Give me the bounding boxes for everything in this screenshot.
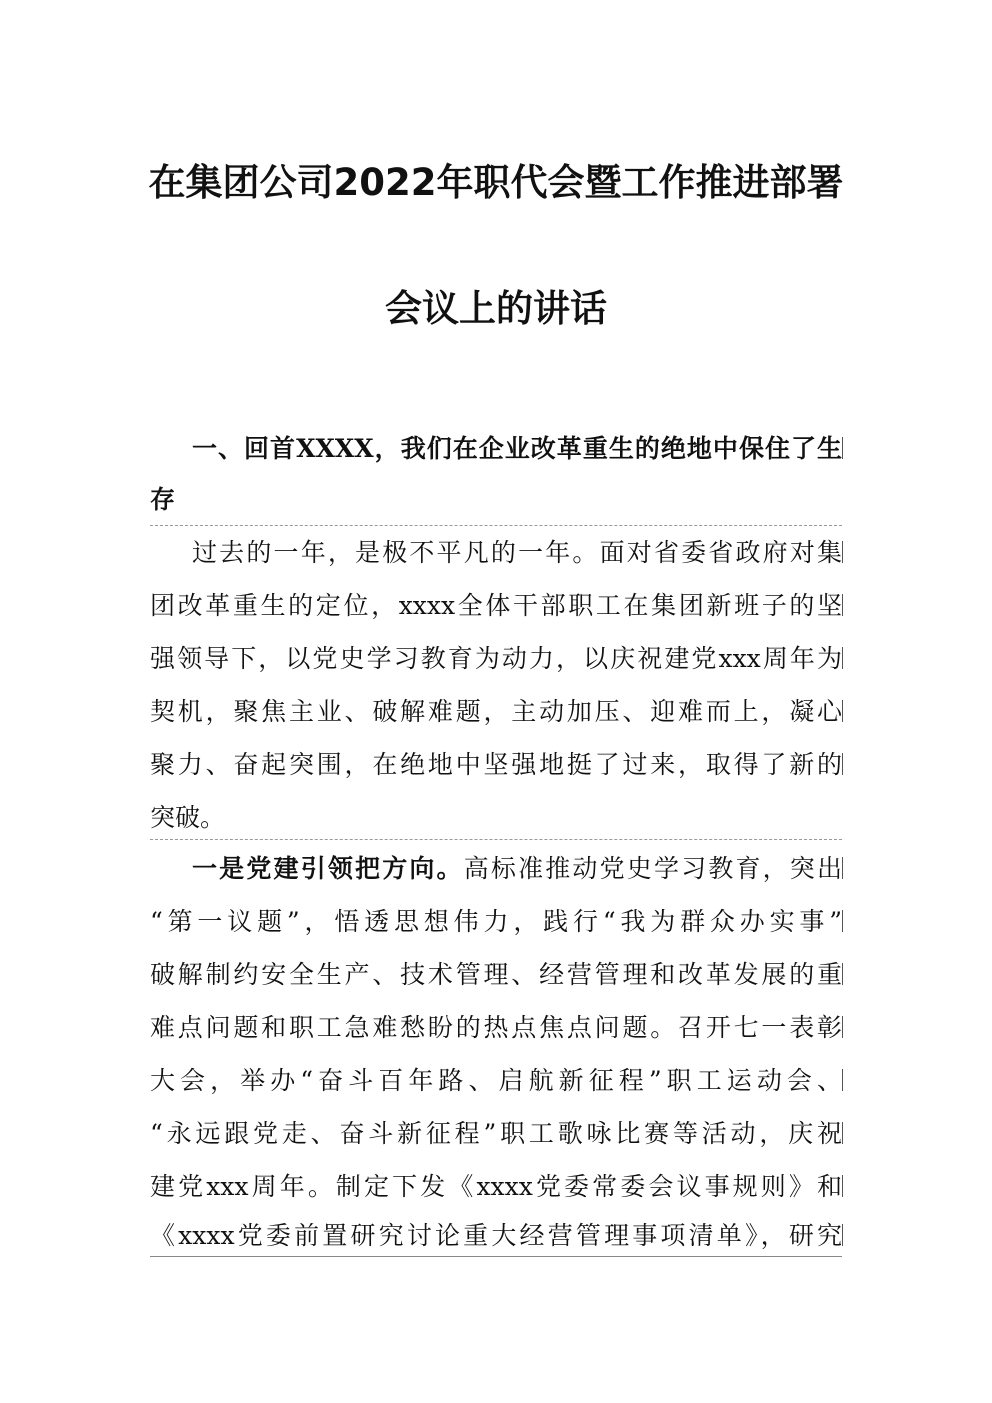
paragraph-line: 过去的一年，是极不平凡的一年。面对省委省政府对集 [192, 538, 842, 567]
margin-marker [842, 1224, 843, 1246]
paragraph-line: “第一议题”，悟透思想伟力，践行“我为群众办实事” [150, 907, 842, 936]
margin-marker [842, 541, 843, 563]
paragraph-lead-bold: 一是党建引领把方向。 [192, 854, 464, 883]
page-bottom-rule [150, 1256, 842, 1257]
paragraph-separator [150, 525, 842, 526]
margin-marker [842, 700, 843, 722]
document-title-line-1: 在集团公司2022年职代会暨工作推进部署 [148, 161, 844, 204]
paragraph-line: 强领导下，以党史学习教育为动力，以庆祝建党xxx周年为 [150, 644, 842, 673]
margin-marker [842, 857, 843, 879]
document-body [150, 0, 842, 1403]
paragraph-line: 大会，举办“奋斗百年路、启航新征程”职工运动会、 [150, 1066, 842, 1095]
paragraph-line: 聚力、奋起突围，在绝地中坚强地挺了过来，取得了新的 [150, 750, 842, 779]
margin-marker [842, 437, 843, 459]
margin-marker [842, 1069, 843, 1091]
paragraph-line: “永远跟党走、奋斗新征程”职工歌咏比赛等活动，庆祝 [150, 1119, 842, 1148]
paragraph-line: 团改革重生的定位，xxxx全体干部职工在集团新班子的坚 [150, 591, 842, 620]
margin-marker [842, 753, 843, 775]
margin-marker [842, 1122, 843, 1144]
paragraph-line: 突破。 [150, 803, 226, 832]
margin-marker [842, 594, 843, 616]
section-heading-line-2: 存 [150, 485, 176, 514]
margin-marker [842, 1175, 843, 1197]
paragraph-separator [150, 839, 842, 840]
paragraph-line [150, 843, 842, 895]
margin-marker [842, 910, 843, 932]
margin-marker [842, 963, 843, 985]
paragraph-line: 难点问题和职工急难愁盼的热点焦点问题。召开七一表彰 [150, 1013, 842, 1042]
paragraph-line: 建党xxx周年。制定下发《xxxx党委常委会议事规则》和 [150, 1172, 842, 1201]
document-title-line-2: 会议上的讲话 [385, 287, 607, 330]
section-heading-line-1: 一、回首XXXX，我们在企业改革重生的绝地中保住了生 [192, 434, 842, 463]
margin-marker [842, 1016, 843, 1038]
paragraph-lead-rest: 高标准推动党史学习教育，突出 [463, 854, 842, 883]
paragraph-line: 《xxxx党委前置研究讨论重大经营管理事项清单》，研究 [150, 1221, 842, 1250]
margin-marker [842, 647, 843, 669]
paragraph-line: 破解制约安全生产、技术管理、经营管理和改革发展的重 [150, 960, 842, 989]
paragraph-line: 契机，聚焦主业、破解难题，主动加压、迎难而上，凝心 [150, 697, 842, 726]
